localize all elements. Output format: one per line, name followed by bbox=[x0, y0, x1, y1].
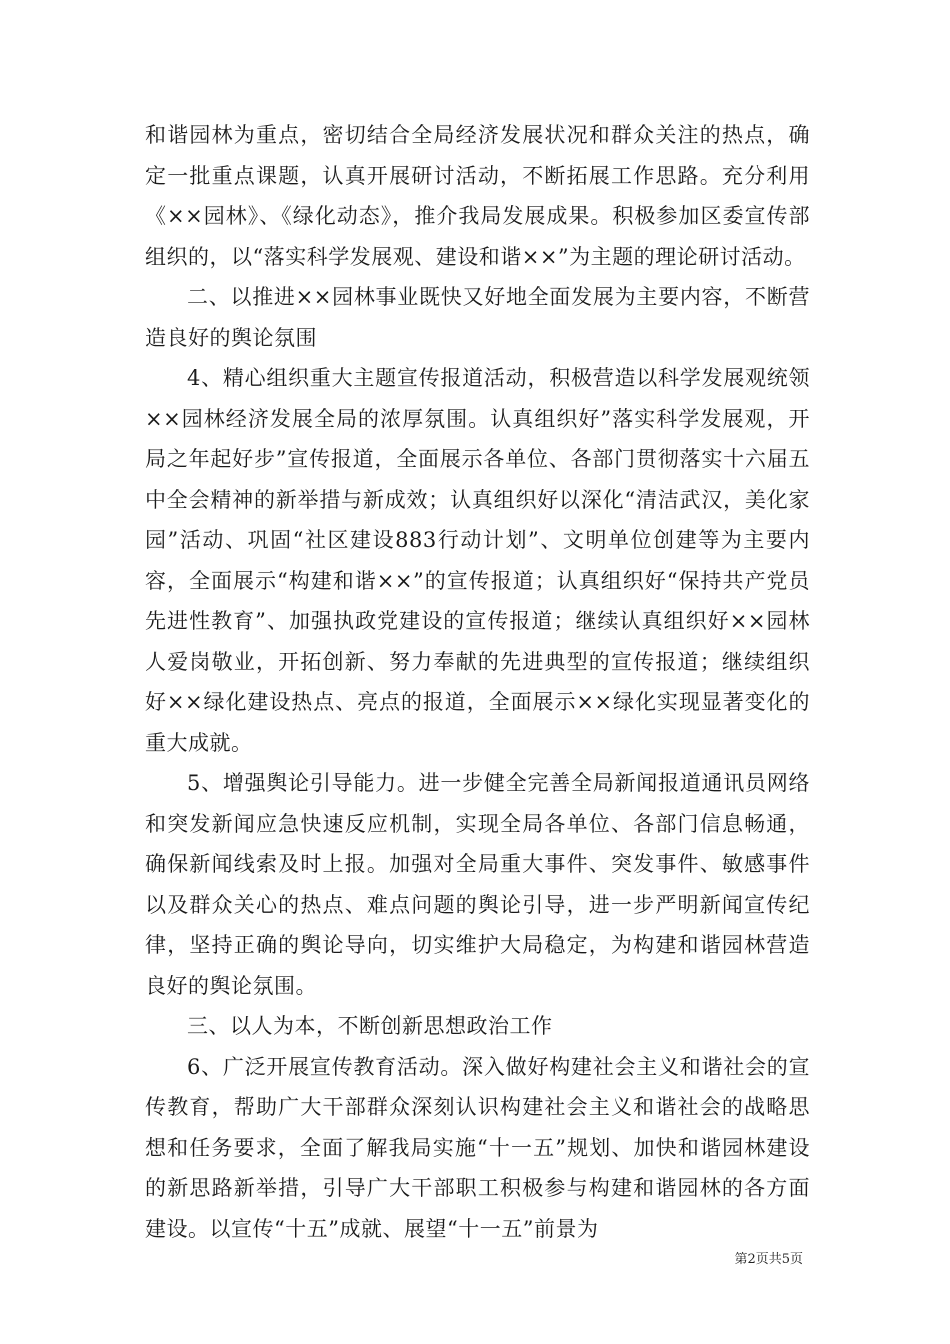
section-heading-2: 二、以推进××园林事业既快又好地全面发展为主要内容，不断营造良好的舆论氛围 bbox=[145, 285, 810, 350]
paragraph-item-6: 6、广泛开展宣传教育活动。深入做好构建社会主义和谐社会的宣传教育，帮助广大干部群众深刻认识构建社会主义和谐社会的战略思想和任务要求，全面了解我局实施“十一五”规划、加快和谐园林建设的新思路新举措，引导广大干部职工积极参与构建和谐园林的各方面建设。以宣传“十五”成就、展望“十一五”前景为 bbox=[145, 1054, 810, 1241]
document-body bbox=[145, 115, 810, 1249]
paragraph-item-4: 4、精心组织重大主题宣传报道活动，积极营造以科学发展观统领××园林经济发展全局的浓厚氛围。认真组织好”落实科学发展观，开局之年起好步”宣传报道，全面展示各单位、各部门贯彻落实十六届五中全会精神的新举措与新成效；认真组织好以深化“清洁武汉，美化家园”活动、巩固“社区建设883行动计划”、文明单位创建等为主要内容，全面展示“构建和谐××”的宣传报道；认真组织好“保持共产党员先进性教育”、加强执政党建设的宣传报道；继续认真组织好××园林人爱岗敬业，开拓创新、努力奉献的先进典型的宣传报道；继续组织好××绿化建设热点、亮点的报道，全面展示××绿化实现显著变化的重大成就。 bbox=[145, 366, 810, 755]
paragraph-continuation: 和谐园林为重点，密切结合全局经济发展状况和群众关注的热点，确定一批重点课题，认真开展研讨活动，不断拓展工作思路。充分利用《××园林》、《绿化动态》，推介我局发展成果。积极参加区委宣传部组织的，以“落实科学发展观、建设和谐××”为主题的理论研讨活动。 bbox=[145, 123, 810, 269]
section-heading-3: 三、以人为本，不断创新思想政治工作 bbox=[187, 1014, 553, 1038]
page-number-footer: 第2页共5页 bbox=[734, 1252, 803, 1267]
paragraph-item-5: 5、增强舆论引导能力。进一步健全完善全局新闻报道通讯员网络和突发新闻应急快速反应机制，实现全局各单位、各部门信息畅通，确保新闻线索及时上报。加强对全局重大事件、突发事件、敏感事件以及群众关心的热点、难点问题的舆论引导，进一步严明新闻宣传纪律，坚持正确的舆论导向，切实维护大局稳定，为构建和谐园林营造良好的舆论氛围。 bbox=[145, 771, 810, 998]
